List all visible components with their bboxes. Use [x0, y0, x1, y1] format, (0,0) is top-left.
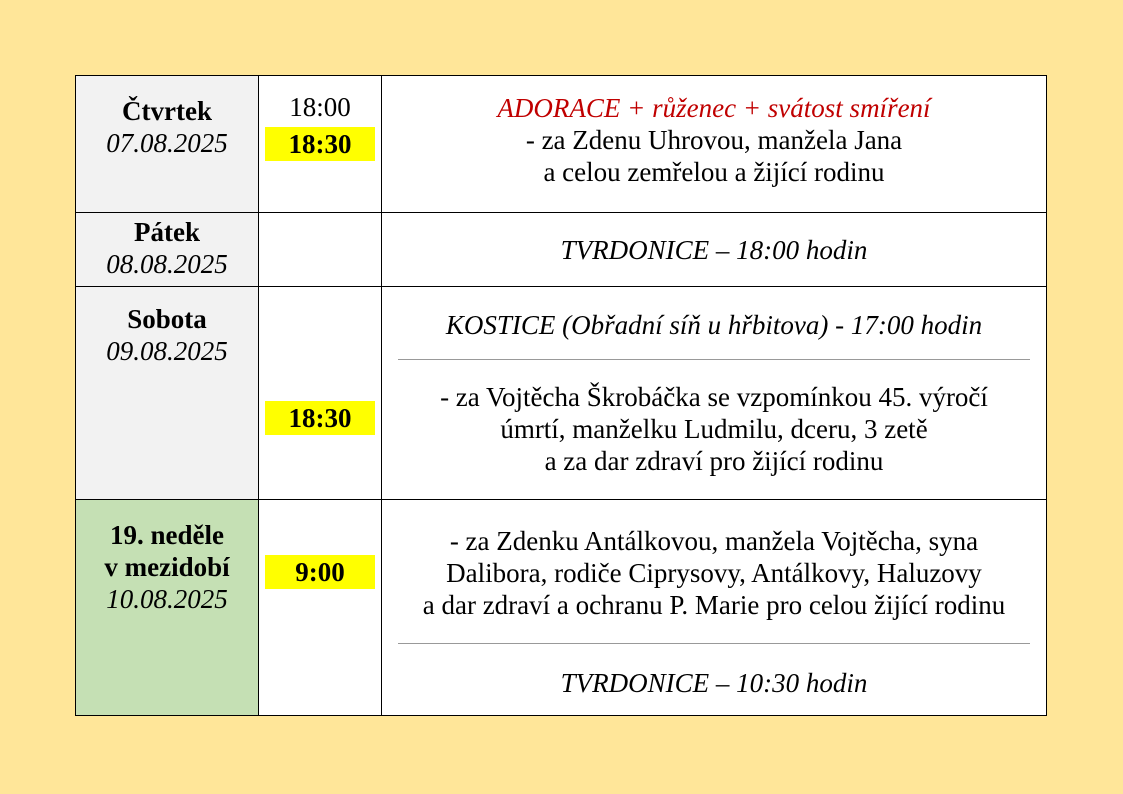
day-name: Sobota: [127, 304, 207, 334]
intention-line: a celou zemřelou a žijící rodinu: [543, 157, 885, 187]
day-name: Čtvrtek: [122, 96, 212, 126]
intention-line: a za dar zdraví pro žijící rodinu: [544, 446, 884, 476]
day-cell: [76, 287, 259, 499]
intention-line: - za Zdenku Antálkovou, manžela Vojtěcha, syna: [449, 526, 979, 556]
separator-line: [398, 359, 1030, 360]
adoration-title: ADORACE + růženec + svátost smíření: [497, 93, 931, 123]
intention-line: úmrtí, manželku Ludmilu, dceru, 3 zetě: [500, 414, 928, 444]
day-cell: [76, 76, 259, 212]
intention-line: - za Zdenu Uhrovou, manžela Jana: [525, 125, 903, 155]
description-cell: [382, 287, 1046, 499]
time-highlight: 9:00: [265, 555, 375, 589]
day-name: v mezidobí: [104, 552, 230, 582]
time-cell: [259, 287, 382, 499]
time-cell: [259, 500, 382, 715]
schedule-row-friday: [76, 213, 1046, 287]
time-cell: [259, 76, 382, 212]
location-note: KOSTICE (Obřadní síň u hřbitova) - 17:00 hodin: [445, 310, 983, 340]
time-highlight: 18:30: [265, 401, 375, 435]
day-date: 07.08.2025: [106, 128, 228, 158]
time-highlight: 18:30: [265, 127, 375, 161]
day-name: Pátek: [134, 217, 200, 247]
description-cell: [382, 500, 1046, 715]
intention-line: Dalibora, rodiče Ciprysovy, Antálkovy, Haluzovy: [446, 558, 982, 588]
day-date: 08.08.2025: [106, 249, 228, 279]
time-plain: 18:00: [289, 92, 351, 122]
day-cell: [76, 213, 259, 286]
description-cell: [382, 213, 1046, 286]
schedule-row-sunday: [76, 500, 1046, 715]
schedule-row-thursday: [76, 76, 1046, 213]
description-cell: [382, 76, 1046, 212]
day-date: 10.08.2025: [106, 584, 228, 614]
day-date: 09.08.2025: [106, 336, 228, 366]
separator-line: [398, 643, 1030, 644]
mass-schedule-table: [75, 75, 1047, 716]
location-note: TVRDONICE – 10:30 hodin: [560, 668, 868, 698]
location-note: TVRDONICE – 18:00 hodin: [560, 235, 868, 265]
day-cell: [76, 500, 259, 715]
intention-line: - za Vojtěcha Škrobáčka se vzpomínkou 45. výročí: [440, 382, 988, 412]
intention-line: a dar zdraví a ochranu P. Marie pro celou žijící rodinu: [422, 590, 1006, 620]
schedule-row-saturday: [76, 287, 1046, 500]
day-name: 19. neděle: [110, 520, 224, 550]
time-cell: [259, 213, 382, 286]
